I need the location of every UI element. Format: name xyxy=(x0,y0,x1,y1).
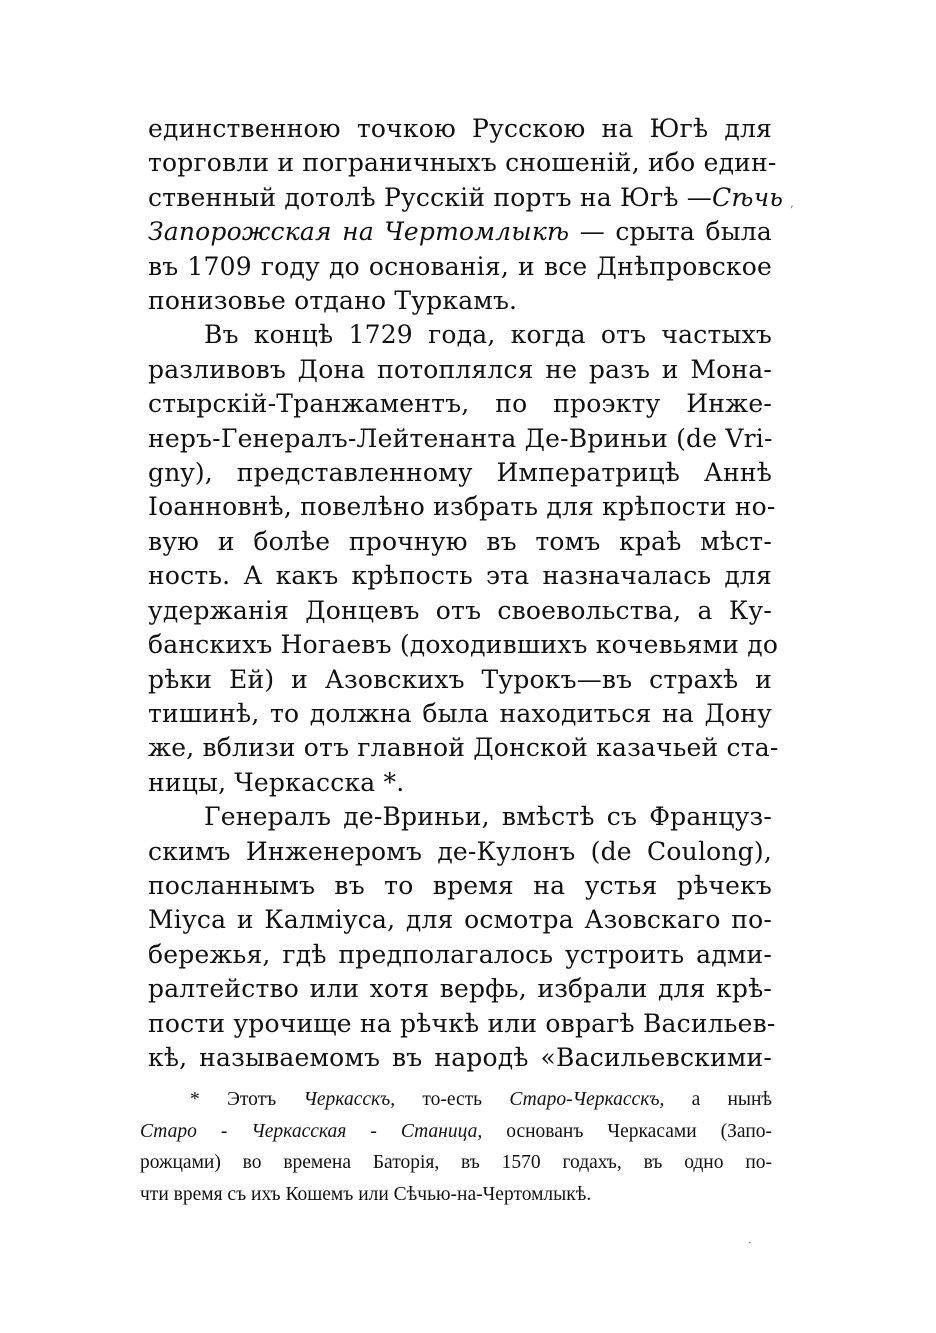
text-line: Генералъ де-Вриньи, вмѣстѣ съ Француз- xyxy=(204,802,772,832)
text-line: понизовье отдано Туркамъ. xyxy=(148,286,518,316)
text-line: удержанія Донцевъ отъ своевольства, а Ку- xyxy=(148,595,772,625)
footnote-italic: Черкасскъ, xyxy=(303,1089,396,1110)
text-line: торговли и пограничныхъ сношеній, ибо един- xyxy=(148,148,777,178)
text-line: неръ-Генералъ-Лейтенанта Де-Вриньи (de Vri- xyxy=(148,423,773,453)
text-line: разливовъ Дона потоплялся не разъ и Мона- xyxy=(148,354,772,384)
text-line: Міуса и Калміуса, для осмотра Азовскаго по- xyxy=(148,905,772,935)
footnote-italic: Старо - Черкасская - Станица, xyxy=(140,1120,483,1142)
text-line: ницы, Черкасска *. xyxy=(148,767,405,797)
footnote-fragment: а нынѣ xyxy=(691,1089,773,1110)
text-line: тишинѣ, то должна была находиться на Дону xyxy=(148,698,772,728)
main-text xyxy=(148,112,784,1075)
italic-term: Сѣчь xyxy=(712,182,784,212)
text-line: пости урочище на рѣчкѣ или оврагѣ Васильев- xyxy=(148,1008,776,1038)
footnote-fragment: Этотъ xyxy=(226,1089,277,1110)
text-line: вую и болѣе прочную въ томъ краѣ мѣст- xyxy=(148,526,772,556)
print-speck: , xyxy=(790,196,794,210)
text-fragment: ственный дотолѣ Русскій портъ на Югѣ — xyxy=(148,182,712,212)
text-line xyxy=(148,215,772,249)
text-line: кѣ, называемомъ въ народѣ «Васильевскими- xyxy=(148,1042,772,1072)
footnote-line xyxy=(140,1084,772,1116)
text-line: ность. А какъ крѣпость эта назначалась для xyxy=(148,561,772,591)
print-speck: · xyxy=(748,1236,752,1250)
text-line: Въ концѣ 1729 года, когда отъ частыхъ xyxy=(204,320,772,350)
footnote-fragment: то-есть xyxy=(422,1089,483,1110)
text-line xyxy=(148,181,784,215)
text-line: Іоанновнѣ, повелѣно избрать для крѣпости но- xyxy=(148,492,776,522)
footnote-line: рожцами) во времена Баторія, въ 1570 годахъ, въ одно по- xyxy=(140,1152,772,1173)
text-line: посланнымъ въ то время на устья рѣчекъ xyxy=(148,870,772,900)
text-line: въ 1709 году до основанія, и все Днѣпровское xyxy=(148,251,772,281)
text-line: скимъ Инженеромъ де-Кулонъ (de Coulong), xyxy=(148,836,772,866)
text-line: же, вблизи отъ главной Донской казачьей ста- xyxy=(148,733,779,763)
text-fragment: — срыта была xyxy=(579,217,772,247)
footnote-marker: * xyxy=(190,1089,200,1110)
footnote xyxy=(140,1084,772,1210)
footnote-line: чти время съ ихъ Кошемъ или Сѣчью-на-Чертомлыкѣ. xyxy=(140,1183,592,1205)
text-line: gny), представленному Императрицѣ Аннѣ xyxy=(148,458,772,488)
text-line: ралтейство или хотя верфь, избрали для крѣ- xyxy=(148,974,772,1004)
italic-term: Запорожская на Чертомлыкѣ xyxy=(148,217,570,247)
text-line: единственною точкою Русскою на Югѣ для xyxy=(148,114,772,143)
footnote-fragment: основанъ Черкасами (Запо- xyxy=(506,1120,772,1142)
footnote-line xyxy=(140,1116,772,1148)
text-line: рѣки Ей) и Азовскихъ Турокъ—въ страхѣ и xyxy=(148,664,772,694)
footnote-italic: Старо-Черкасскъ, xyxy=(509,1089,665,1110)
text-line: бережья, гдѣ предполагалось устроить адми- xyxy=(148,939,772,969)
text-line: стырскій-Транжаментъ, по проэкту Инже- xyxy=(148,389,772,419)
text-line: банскихъ Ногаевъ (доходившихъ кочевьями до xyxy=(148,630,779,660)
